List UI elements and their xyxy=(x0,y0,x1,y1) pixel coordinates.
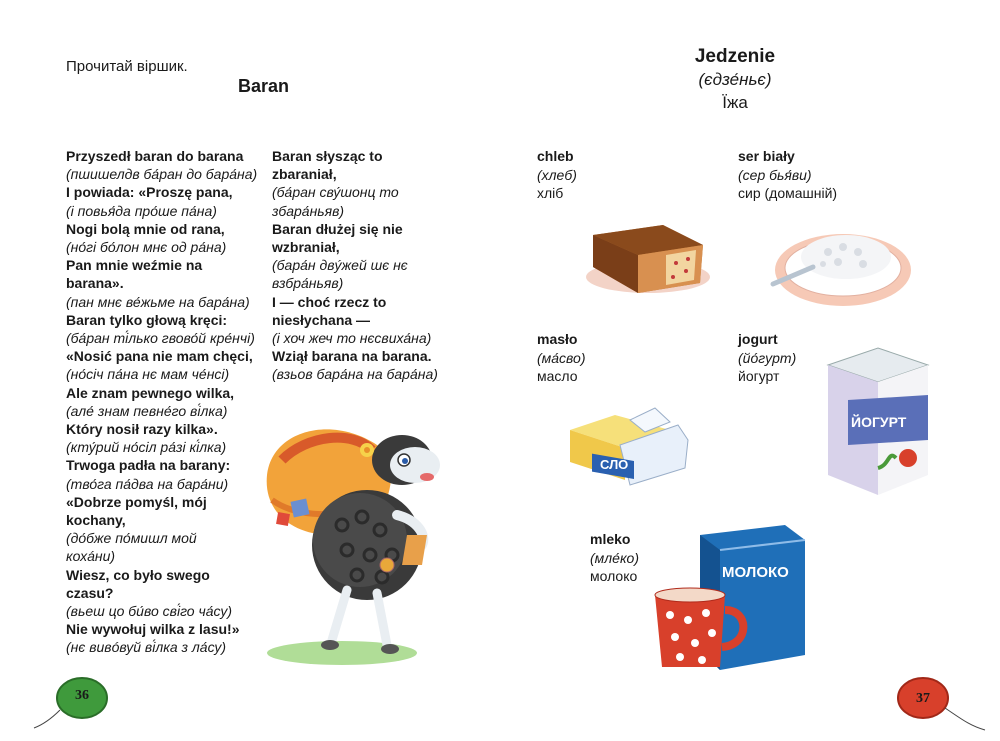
poem-column-2 xyxy=(272,147,472,384)
food-word: mleko xyxy=(590,531,631,547)
poem-line-tr: (но́січ па́на нє мам че́нсі) xyxy=(66,366,230,383)
food-item-mleko xyxy=(590,530,639,586)
poem-line-tr: (кту́рий но́сіл ра́зі кі́лка) xyxy=(66,439,227,456)
poem-line-tr: (вьеш цо би́во сві́го ча́су) xyxy=(66,603,233,620)
poem-line-pl: Wziął barana na barana. xyxy=(272,348,432,365)
poem-line-tr: (взьов бара́на на бара́на) xyxy=(272,366,438,383)
poem-line-pl: «Nosić pana nie mam chęci, xyxy=(66,348,253,365)
cottage-cheese-icon xyxy=(768,212,918,312)
food-transcription: (сер бья́ви) xyxy=(738,166,812,183)
food-section-transcription: (єдзе́ньє) xyxy=(698,70,772,89)
food-transcription: (хлеб) xyxy=(537,166,577,183)
poem-line-pl: I powiada: «Proszę pana, xyxy=(66,184,233,201)
poem-line-tr: (тво́га па́два на бара́ни) xyxy=(66,475,229,492)
poem-title: Baran xyxy=(238,76,290,96)
food-transcription: (йо́гурт) xyxy=(738,349,797,366)
poem-line-pl: Baran dłużej się nie wzbraniał, xyxy=(272,220,403,256)
poem-line-pl: Baran słysząc to zbaraniał, xyxy=(272,148,383,183)
food-section-translation: Їжа xyxy=(722,93,748,112)
poem-line-tr: (но́гі бо́лон мнє од ра́на) xyxy=(66,239,227,256)
food-word: jogurt xyxy=(738,331,778,347)
poem-line-pl: Ale znam pewnego wilka, xyxy=(66,384,235,401)
poem-line-pl: Nie wywołuj wilka z lasu!» xyxy=(66,621,240,638)
butter-package-text: СЛО xyxy=(600,457,629,472)
poem-line-tr: (нє вивóвуй ві́лка з ла́су) xyxy=(66,639,227,656)
poem-line-pl: I — choć rzecz to niesłychana — xyxy=(272,293,387,328)
page-number-left: 36 xyxy=(75,688,89,703)
food-translation: йогурт xyxy=(738,368,780,384)
instruction-text: Прочитай віршик. xyxy=(66,58,188,75)
bread-icon xyxy=(578,205,718,300)
page-number-badge-left xyxy=(30,670,120,740)
food-translation: хліб xyxy=(537,185,564,201)
poem-line-tr: (але́ знам певне́го ві́лка) xyxy=(66,402,228,419)
poem-line-tr: (бара́н двýжей шє нє взбра́ньяв) xyxy=(272,257,408,292)
poem-line-tr: (і повья́да про́ше па́на) xyxy=(66,202,217,219)
food-item-chleb xyxy=(537,147,577,203)
poem-line-pl: Który nosił razy kilka». xyxy=(66,421,218,438)
food-item-ser xyxy=(738,147,837,203)
food-translation: сир (домашній) xyxy=(738,185,838,201)
poem-line-pl: Przyszedł baran do barana xyxy=(66,148,244,164)
food-word: ser biały xyxy=(738,148,795,164)
food-transcription: (мле́ко) xyxy=(590,549,639,566)
poem-line-pl: Wiesz, co było swego czasu? xyxy=(66,566,210,601)
food-section-title: Jedzenie xyxy=(694,46,776,67)
poem-column-1 xyxy=(66,147,266,657)
food-item-jogurt xyxy=(738,330,796,386)
milk-package-text: МОЛОКО xyxy=(722,564,789,581)
food-word: chleb xyxy=(537,148,574,164)
food-translation: молоко xyxy=(590,568,638,584)
yogurt-package-text: ЙОГУРТ xyxy=(851,414,907,430)
food-item-maslo xyxy=(537,330,586,386)
milk-and-mug-icon xyxy=(650,525,810,675)
poem-line-pl: Pan mnie weźmie na barana». xyxy=(66,257,203,292)
food-word: masło xyxy=(537,331,578,347)
poem-line-pl: Trwoga padła na barany: xyxy=(66,457,231,474)
poem-line-tr: (ба́ран сву́шонц то збара́ньяв) xyxy=(272,184,399,219)
poem-line-tr: (до́бже по́мишл мой кохáни) xyxy=(66,530,197,565)
food-transcription: (ма́сво) xyxy=(537,349,586,366)
butter-icon xyxy=(560,400,695,490)
poem-line-pl: Baran tylko głową kręci: xyxy=(66,311,228,328)
poem-line-pl: «Dobrze pomyśl, mój kochany, xyxy=(66,493,207,529)
poem-line-pl: Nogi bolą mnie od rana, xyxy=(66,220,225,237)
yogurt-carton-icon xyxy=(818,340,938,500)
poem-line-tr: (і хоч жеч то нєсвиха́на) xyxy=(272,330,432,347)
poem-line-tr: (ба́ран ті́лько гвово́й кре́нчі) xyxy=(66,330,255,347)
food-translation: масло xyxy=(537,368,578,384)
sheep-illustration xyxy=(252,405,452,670)
page-number-right: 37 xyxy=(916,691,930,706)
poem-line-tr: (пшишелдв ба́ран до бара́на) xyxy=(66,166,258,183)
poem-line-tr: (пан мнє ве́жьме на бара́на) xyxy=(66,293,250,310)
